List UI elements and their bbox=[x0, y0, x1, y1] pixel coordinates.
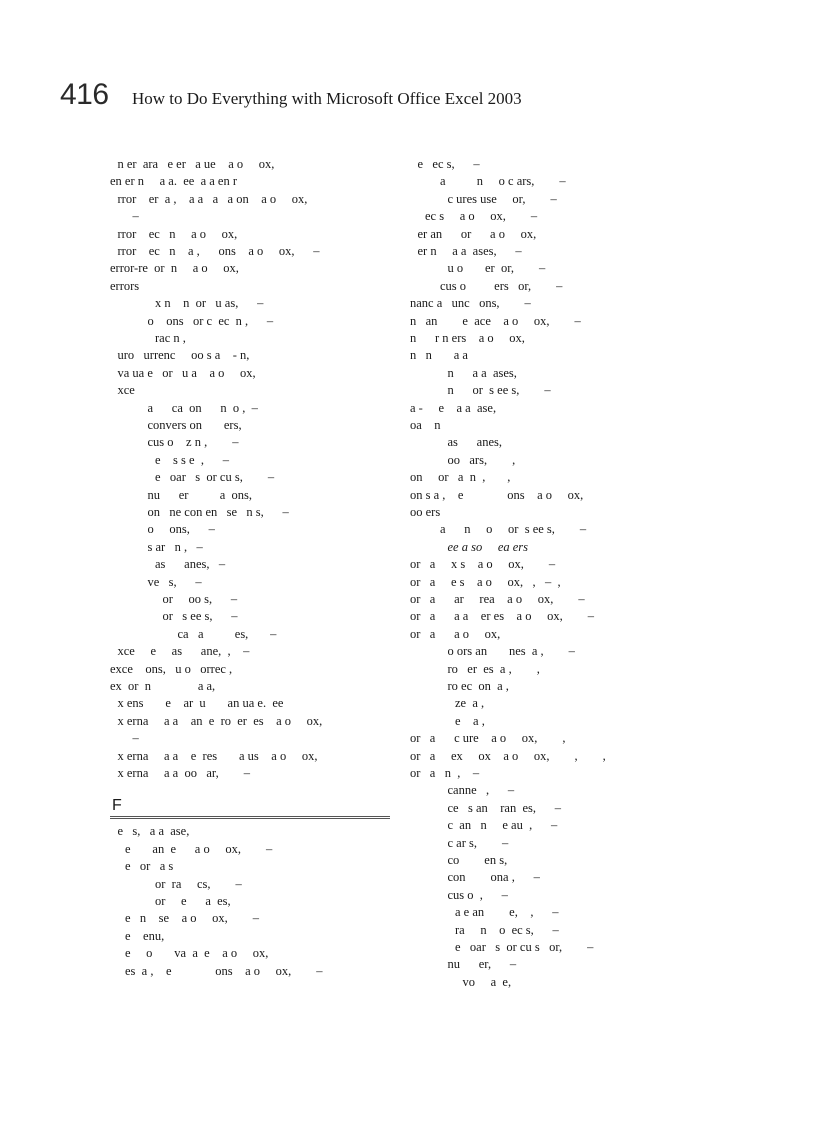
index-entry: co en s, bbox=[447, 853, 508, 867]
index-entry: a - e a a ase, bbox=[410, 400, 497, 415]
index-entry: cus o , – bbox=[447, 887, 508, 902]
index-entry: va ua e or u a a o ox, bbox=[117, 365, 256, 380]
index-entry: nu er a ons, bbox=[147, 487, 252, 502]
index-entry: a e an e, , – bbox=[455, 905, 559, 920]
index-entry: x ens e ar u an ua e. ee bbox=[117, 696, 284, 711]
index-entry: on ne con en se n s, – bbox=[147, 505, 289, 519]
page-number: 416 bbox=[60, 78, 109, 111]
index-entry: ce s an ran es, – bbox=[447, 800, 562, 815]
index-entry: or a n , – bbox=[410, 766, 480, 780]
index-entry: o ons or c ec n , – bbox=[147, 313, 274, 328]
index-entry: er an or a o ox, bbox=[417, 226, 537, 241]
index-entry: – bbox=[132, 209, 139, 224]
index-entry: er n a a ases, – bbox=[417, 244, 522, 258]
index-entry: o ors an nes a , – bbox=[447, 644, 575, 659]
index-entry: – bbox=[132, 731, 139, 746]
index-entry: x erna a a oo ar, – bbox=[117, 766, 250, 780]
index-entry: or a c ure a o ox, , bbox=[410, 731, 566, 746]
index-entry: on s a , e ons a o ox, bbox=[410, 487, 584, 502]
index-entry: ca a es, – bbox=[177, 626, 277, 641]
section-letter: F bbox=[112, 797, 122, 815]
index-entry: n or s ee s, – bbox=[447, 383, 551, 398]
index-entry: ro er es a , , bbox=[447, 661, 540, 676]
index-entry: rac n , bbox=[155, 331, 186, 345]
index-entry: convers on ers, bbox=[147, 418, 242, 432]
index-entry: nu er, – bbox=[447, 957, 517, 972]
index-entry: or a e s a o ox, , – , bbox=[410, 574, 561, 589]
index-entry: e an e a o ox, – bbox=[125, 841, 273, 856]
index-entry: or ra cs, – bbox=[155, 876, 242, 891]
index-entry: n an e ace a o ox, – bbox=[410, 313, 581, 328]
index-entry: x erna a a an e ro er es a o ox, bbox=[117, 713, 323, 728]
index-entry: or e a es, bbox=[155, 894, 231, 908]
index-entry: e ec s, – bbox=[417, 157, 480, 171]
index-entry: e s, a a ase, bbox=[117, 824, 190, 839]
index-entry: ec s a o ox, – bbox=[425, 209, 538, 224]
index-entry: e oar s or cu s or, – bbox=[455, 940, 594, 954]
index-entry: or a ex ox a o ox, , , bbox=[410, 748, 606, 763]
index-entry: en er n a a. ee a a en r bbox=[110, 174, 238, 189]
index-entry: oa n bbox=[410, 418, 441, 432]
index-entry: or a a a er es a o ox, – bbox=[410, 609, 594, 624]
index-entry: nanc a unc ons, – bbox=[410, 296, 531, 311]
index-entry: e a , bbox=[455, 713, 485, 728]
index-entry: es a , e ons a o ox, – bbox=[125, 963, 323, 978]
index-entry: rror ec n a , ons a o ox, – bbox=[117, 244, 320, 258]
index-entry: ro ec on a , bbox=[447, 679, 509, 693]
index-entry: c ures use or, – bbox=[447, 191, 557, 206]
index-entry: as anes, – bbox=[155, 557, 226, 572]
index-entry: xce e as ane, , – bbox=[117, 644, 250, 659]
index-entry: or a ar rea a o ox, – bbox=[410, 592, 585, 606]
index-entry: oo ers bbox=[410, 505, 441, 519]
index-entry: n er ara e er a ue a o ox, bbox=[117, 157, 275, 171]
index-entry: a ca on n o , – bbox=[147, 400, 258, 415]
index-entry: s ar n , – bbox=[147, 539, 203, 554]
index-entry: as anes, bbox=[447, 435, 502, 450]
index-entry: oo ars, , bbox=[447, 452, 516, 467]
index-entry: xce bbox=[117, 383, 135, 398]
index-entry: u o er or, – bbox=[447, 261, 546, 276]
index-entry: e or a s bbox=[125, 859, 174, 874]
index-entry: ve s, – bbox=[147, 574, 202, 589]
index-entry: or a a o ox, bbox=[410, 626, 501, 641]
index-entry: c an n e au , – bbox=[447, 818, 558, 833]
index-entry: e n se a o ox, – bbox=[125, 911, 260, 926]
running-title: How to Do Everything with Microsoft Office Excel 2003 bbox=[132, 89, 522, 108]
index-entry: or a x s a o ox, – bbox=[410, 557, 556, 572]
index-entry: ze a , bbox=[455, 696, 485, 711]
index-entry: e enu, bbox=[125, 928, 165, 943]
index-entry: e o va a e a o ox, bbox=[125, 946, 269, 961]
index-entry: x erna a a e res a us a o ox, bbox=[117, 748, 318, 763]
index-entry: cus o ers or, – bbox=[440, 278, 563, 293]
index-entry: errors bbox=[110, 278, 140, 293]
index-entry: c ar s, – bbox=[447, 835, 509, 850]
index-entry: con ona , – bbox=[447, 870, 540, 885]
index-entry: exce ons, u o orrec , bbox=[110, 661, 233, 676]
index-entry: canne , – bbox=[447, 783, 515, 798]
index-entry: ee a so ea ers bbox=[447, 539, 529, 554]
index-entry: e s s e , – bbox=[155, 452, 229, 467]
index-entry: error-re or n a o ox, bbox=[110, 261, 239, 276]
index-entry: rror er a , a a a a on a o ox, bbox=[117, 191, 308, 206]
index-entry: vo a e, bbox=[462, 974, 512, 989]
index-entry: on or a n , , bbox=[410, 470, 511, 485]
index-entry: uro urrenc oo s a - n, bbox=[117, 348, 250, 363]
index-entry: n r n ers a o ox, bbox=[410, 331, 525, 345]
section-rule bbox=[110, 816, 390, 819]
index-entry: n n a a bbox=[410, 348, 468, 363]
index-entry: o ons, – bbox=[147, 522, 215, 537]
index-entry: ex or n a a, bbox=[110, 679, 216, 693]
index-entry: a n o c ars, – bbox=[440, 174, 566, 189]
index-entry: cus o z n , – bbox=[147, 435, 239, 450]
index-entry: or s ee s, – bbox=[162, 609, 238, 624]
index-entry: ra n o ec s, – bbox=[455, 922, 559, 937]
index-entry: e oar s or cu s, – bbox=[155, 470, 275, 485]
index-entry: rror ec n a o ox, bbox=[117, 226, 238, 241]
index-entry: n a a ases, bbox=[447, 365, 517, 380]
index-entry: x n n or u as, – bbox=[155, 296, 264, 311]
index-entry: or oo s, – bbox=[162, 592, 238, 606]
index-entry: a n o or s ee s, – bbox=[440, 522, 587, 537]
